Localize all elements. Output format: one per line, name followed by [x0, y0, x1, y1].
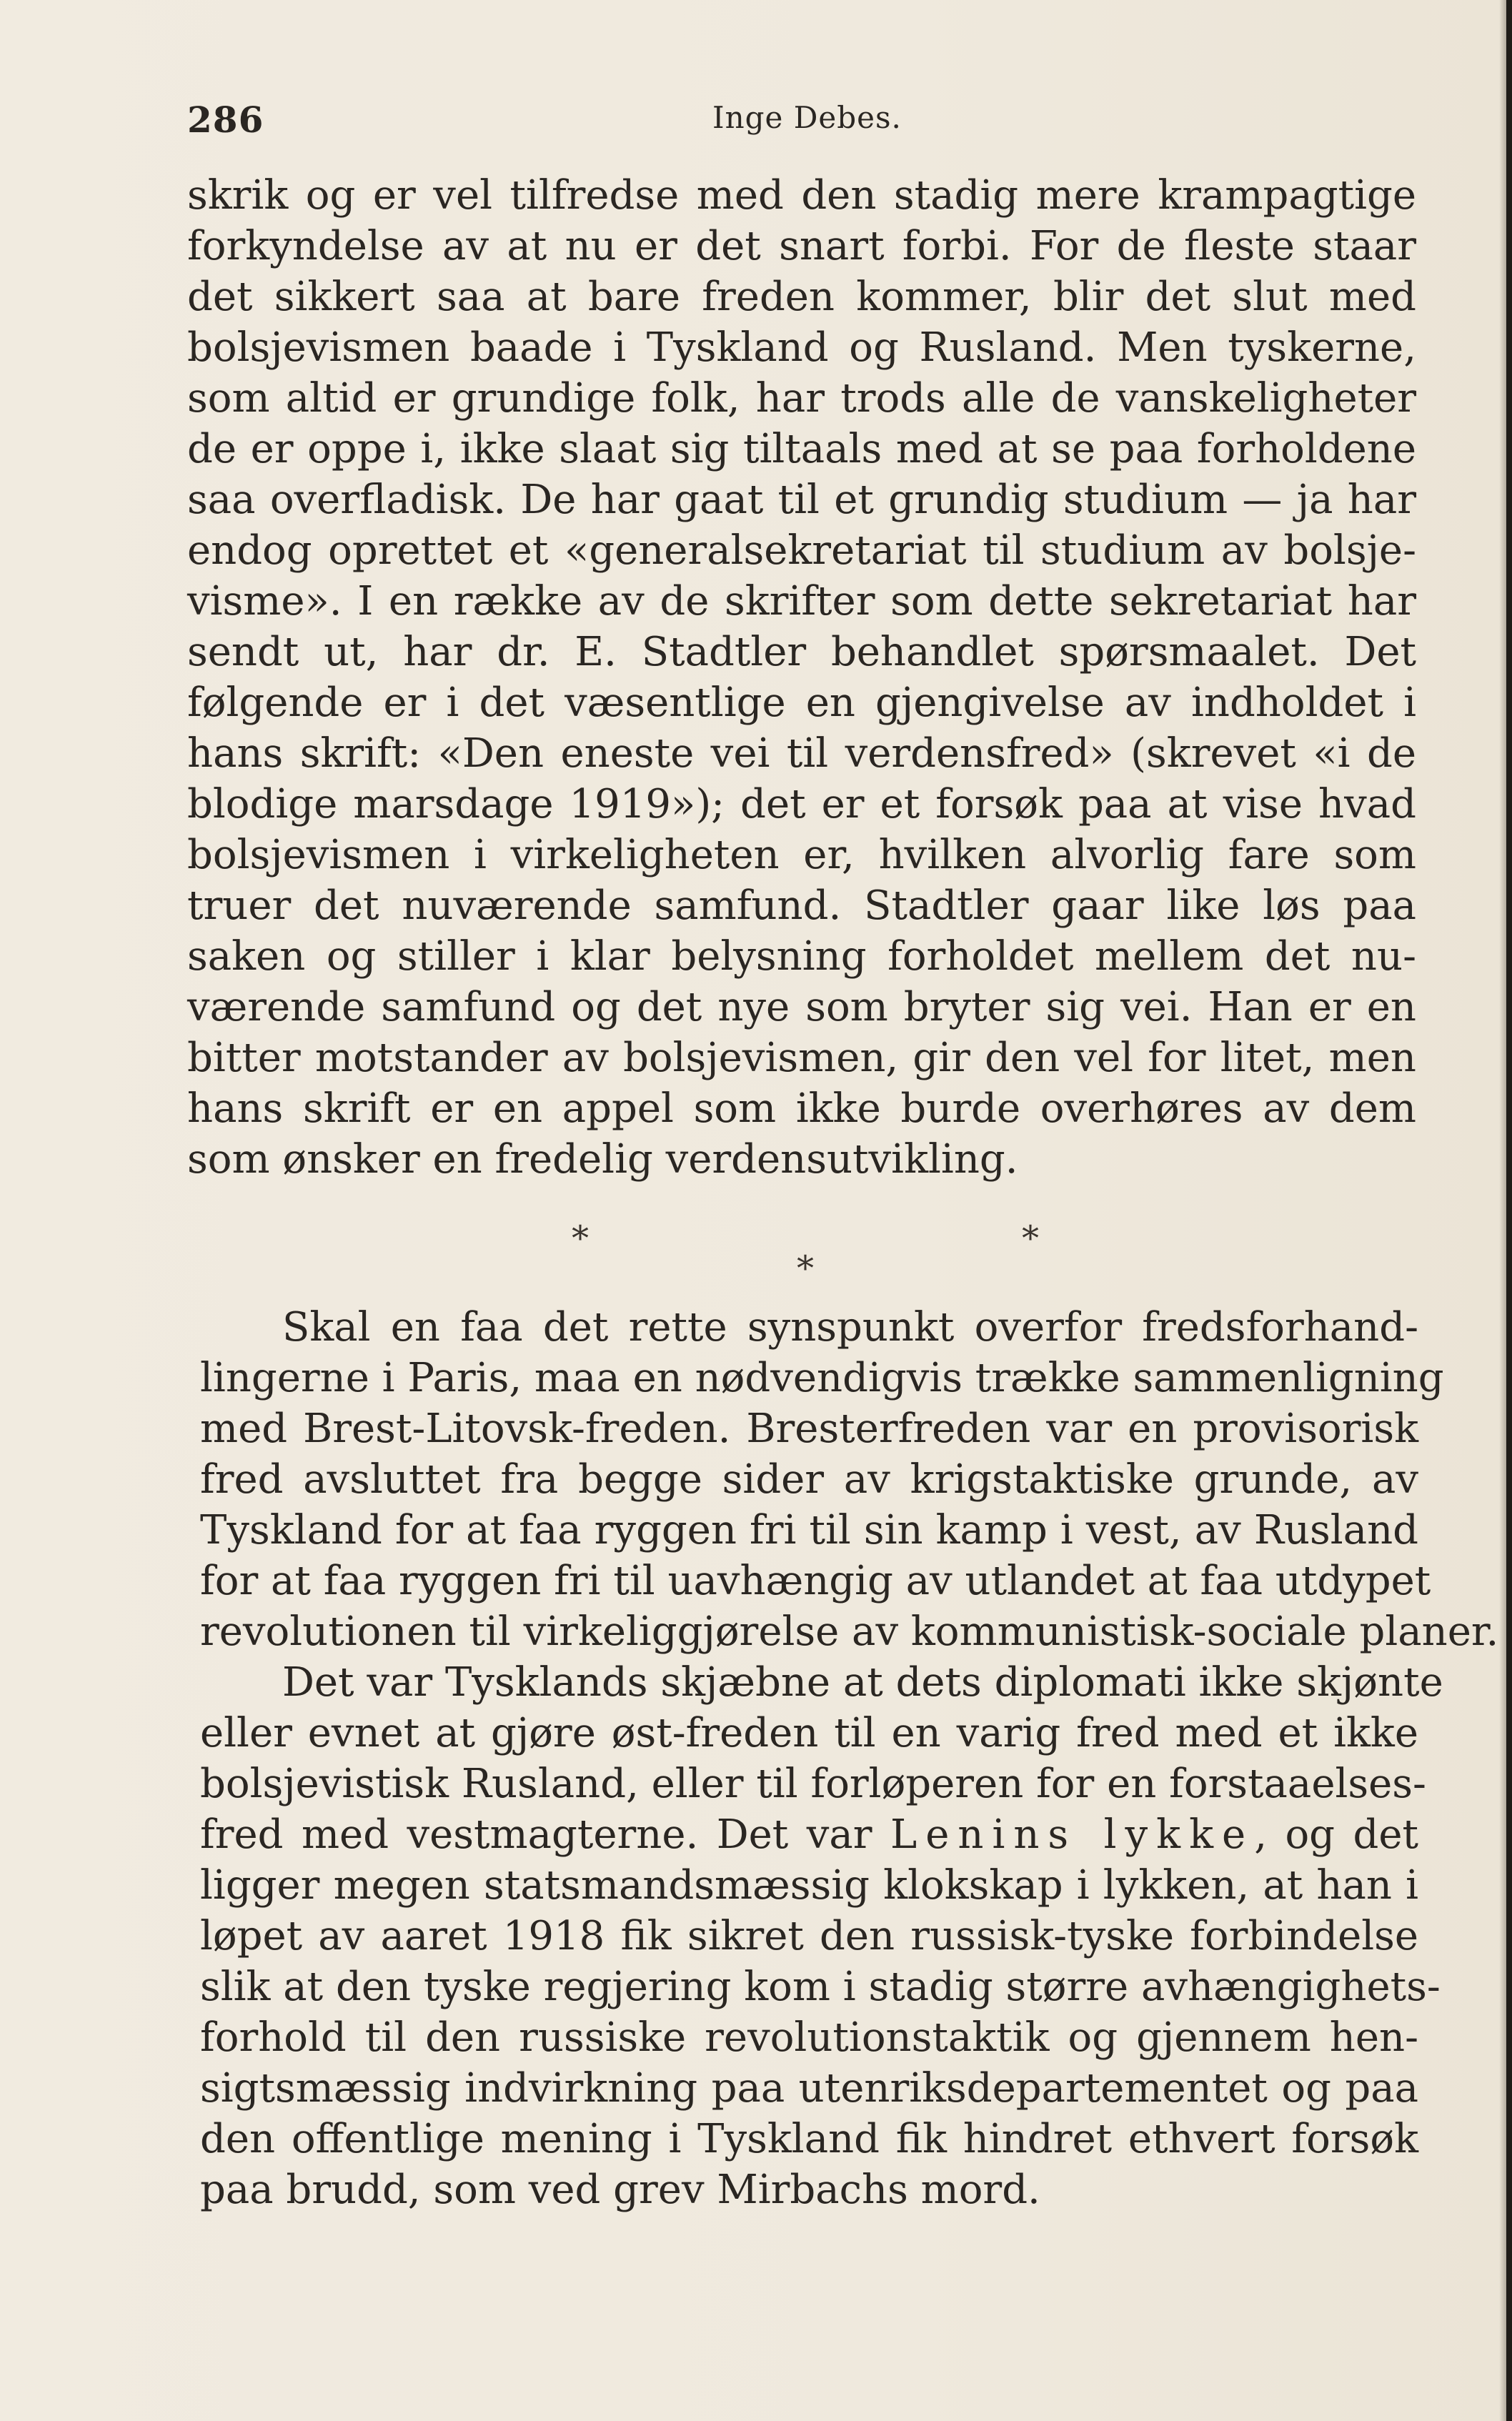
- paragraph-2-and-3: [200, 1302, 1499, 2215]
- text-line: eller evnet at gjøre øst-freden til en varig fred med et ikke: [200, 1710, 1418, 1756]
- asterisk: *: [1022, 1218, 1039, 1258]
- text-line: endog oprettet et «generalsekretariat til studium av bolsje-: [187, 527, 1416, 574]
- text-line: det sikkert saa at bare freden kommer, blir det slut med: [187, 274, 1416, 320]
- text-line: forkyndelse av at nu er det snart forbi. For de fleste staar: [187, 223, 1416, 269]
- text-line: for at faa ryggen fri til uavhængig av utlandet at faa utdypet: [200, 1558, 1431, 1604]
- text-line: Tyskland for at faa ryggen fri til sin kamp i vest, av Rusland: [200, 1507, 1418, 1553]
- text-line: slik at den tyske regjering kom i stadig større avhængighets-: [200, 1964, 1441, 2010]
- text-fragment: fred med vestmagterne. Det var: [200, 1811, 891, 1858]
- text-line: følgende er i det væsentlige en gjengivelse av indholdet i: [187, 680, 1416, 726]
- text-line: fred avsluttet fra begge sider av krigstaktiske grunde, av: [200, 1456, 1418, 1503]
- text-line: saken og stiller i klar belysning forholdet mellem det nu-: [187, 933, 1416, 980]
- text-line: saa overfladisk. De har gaat til et grundig studium — ja har: [187, 477, 1416, 523]
- text-line: værende samfund og det nye som bryter sig vei. Han er en: [187, 984, 1416, 1030]
- text-line: lingerne i Paris, maa en nødvendigvis trække sammenligning: [200, 1355, 1444, 1401]
- page-number: 286: [187, 99, 264, 141]
- text-line: løpet av aaret 1918 fik sikret den russisk-tyske forbindelse: [200, 1913, 1418, 1959]
- text-line: som ønsker en fredelig verdensutvikling.: [187, 1136, 1018, 1183]
- text-line: bolsjevismen i virkeligheten er, hvilken alvorlig fare som: [187, 832, 1416, 878]
- text-line: hans skrift er en appel som ikke burde overhøres av dem: [187, 1085, 1416, 1132]
- text-line: paa brudd, som ved grev Mirbachs mord.: [200, 2167, 1040, 2213]
- text-line: blodige marsdage 1919»); det er et forsøk paa at vise hvad: [187, 781, 1416, 827]
- text-line: bitter motstander av bolsjevismen, gir den vel for litet, men: [187, 1035, 1416, 1081]
- running-head: Inge Debes.: [712, 100, 902, 135]
- asterisk: *: [572, 1218, 589, 1258]
- asterisk: *: [797, 1248, 814, 1288]
- text-line: sigtsmæssig indvirkning paa utenriksdepartementet og paa: [200, 2065, 1418, 2112]
- text-line: Skal en faa det rette synspunkt overfor fredsforhand-: [282, 1304, 1418, 1351]
- text-line: bolsjevistisk Rusland, eller til forløperen for en forstaaelses-: [200, 1761, 1426, 1807]
- text-line: med Brest-Litovsk-freden. Bresterfreden var en provisorisk: [200, 1406, 1418, 1452]
- section-break-asterism: [557, 1218, 1058, 1297]
- emphasized-name: Lenins lykke: [890, 1811, 1255, 1858]
- text-line: Det var Tysklands skjæbne at dets diplomati ikke skjønte: [282, 1659, 1443, 1706]
- text-fragment: , og det: [1254, 1811, 1418, 1858]
- text-line: den offentlige mening i Tyskland fik hindret ethvert forsøk: [200, 2116, 1418, 2162]
- paragraph-1: [187, 170, 1416, 1185]
- text-line: forhold til den russiske revolutionstaktik og gjennem hen-: [200, 2014, 1418, 2061]
- text-line: visme». I en række av de skrifter som dette sekretariat har: [187, 578, 1416, 625]
- text-line: som altid er grundige folk, har trods alle de vanskeligheter: [187, 375, 1416, 422]
- text-line: ligger megen statsmandsmæssig klokskap i lykken, at han i: [200, 1862, 1418, 1909]
- text-line-with-emphasis: [200, 1809, 1418, 1860]
- text-line: sendt ut, har dr. E. Stadtler behandlet spørsmaalet. Det: [187, 629, 1416, 675]
- text-line: de er oppe i, ikke slaat sig tiltaals med at se paa forholdene: [187, 426, 1416, 472]
- page-header: [187, 93, 1416, 150]
- binding-edge: [1506, 0, 1512, 2421]
- text-line: skrik og er vel tilfredse med den stadig mere krampagtige: [187, 172, 1416, 219]
- text-line: hans skrift: «Den eneste vei til verdensfred» (skrevet «i de: [187, 730, 1416, 777]
- text-line: bolsjevismen baade i Tyskland og Rusland. Men tyskerne,: [187, 324, 1416, 371]
- text-line: truer det nuværende samfund. Stadtler gaar like løs paa: [187, 883, 1416, 929]
- text-line: revolutionen til virkeliggjørelse av kommunistisk-sociale planer.: [200, 1609, 1499, 1655]
